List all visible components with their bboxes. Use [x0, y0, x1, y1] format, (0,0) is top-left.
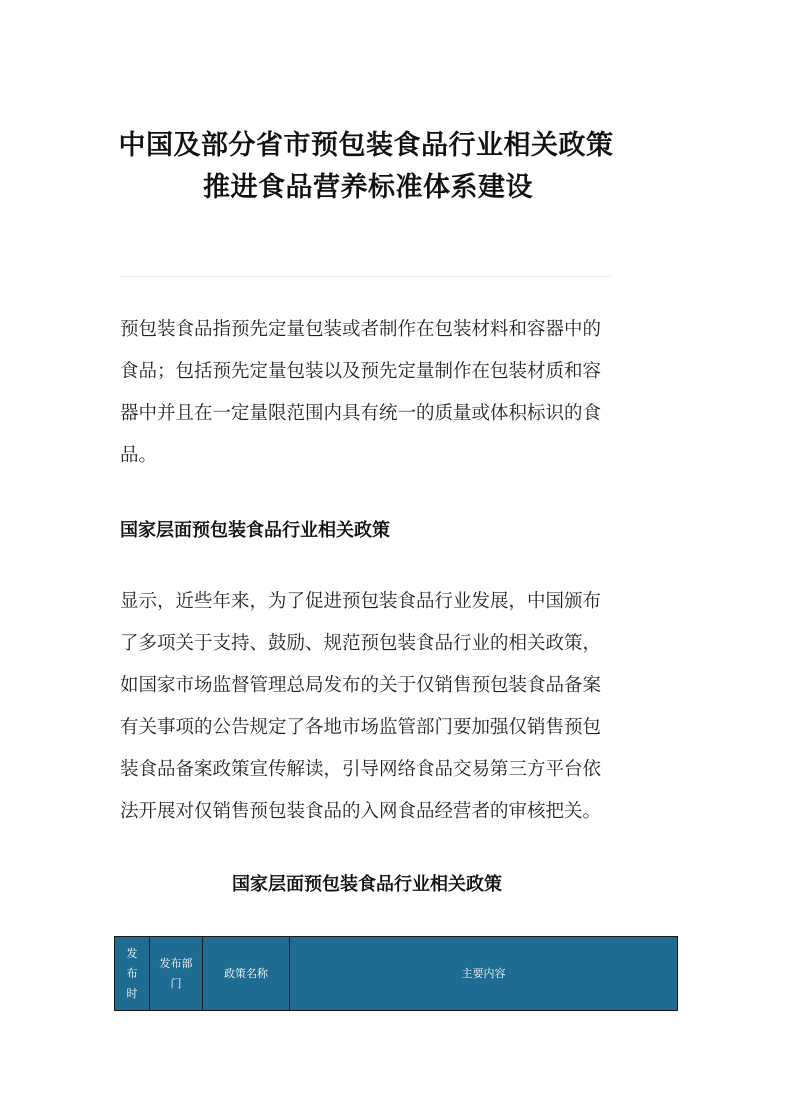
column-header-time-label: 发 布 时 — [126, 946, 138, 1000]
column-header-main-content — [290, 937, 678, 1011]
table-header-row — [115, 937, 678, 1011]
section-heading: 国家层面预包装食品行业相关政策 — [120, 520, 390, 541]
column-header-department-label: 发布部 门 — [159, 956, 193, 990]
column-header-policy-name — [203, 937, 290, 1011]
column-header-main-content-label: 主要内容 — [461, 966, 506, 980]
column-header-policy-name-label: 政策名称 — [224, 966, 268, 980]
document-title-line2: 推进食品营养标准体系建设 — [203, 172, 533, 203]
policy-paragraph: 显示，近些年来，为了促进预包装食品行业发展，中国颁布了多项关于支持、鼓励、规范预包装食品行业的相关政策，如国家市场监督管理总局发布的关于仅销售预包装食品备案有关事项的公告规定了各地市场监管部门要加强仅销售预包装食品备案政策宣传解读，引导网络食品交易第三方平台依法开展对仅销售预包装食品的入网食品经营者的审核把关。 — [120, 591, 602, 822]
policy-table — [114, 936, 678, 1011]
column-header-time — [115, 937, 150, 1011]
column-header-department — [150, 937, 203, 1011]
document-title-line1: 中国及部分省市预包装食品行业相关政策 — [118, 130, 614, 161]
title-divider — [120, 276, 612, 277]
table-caption-text: 国家层面预包装食品行业相关政策 — [232, 874, 502, 895]
table-caption — [0, 870, 792, 896]
intro-paragraph: 预包装食品指预先定量包装或者制作在包装材料和容器中的食品；包括预先定量包装以及预先定量制作在包装材质和容器中并且在一定量限范围内具有统一的质量或体积标识的食品。 — [120, 319, 602, 466]
